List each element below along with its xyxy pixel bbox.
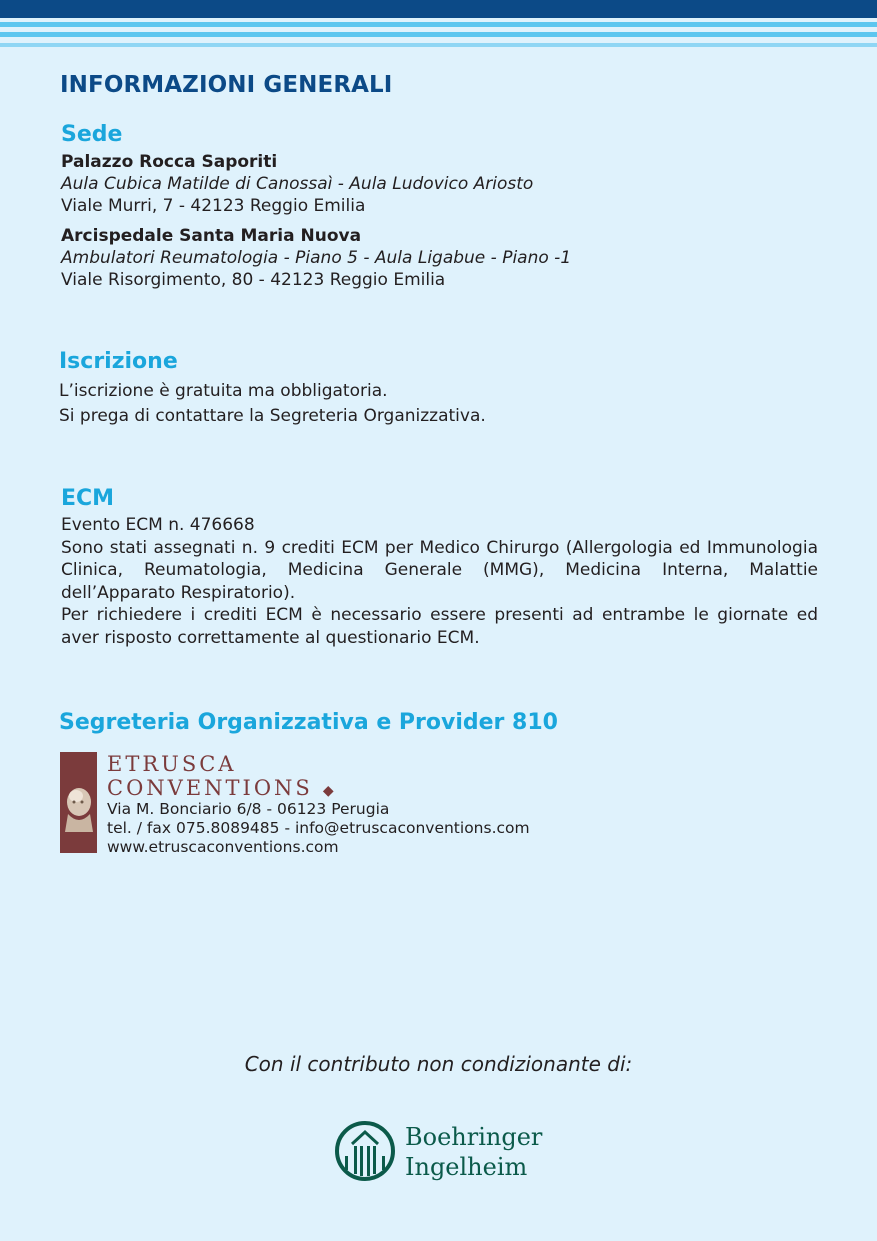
ecm-credits: Sono stati assegnati n. 9 crediti ECM per Medico Chirurgo (Allergologia ed Immunologia Clinica, Reumatologia, Medicina Generale (MMG), Medicina Interna, Malattie dell’Apparato Respiratorio). [61,537,818,603]
venue-1-address: Viale Murri, 7 - 42123 Reggio Emilia [61,196,366,216]
segreteria-contact [107,800,530,857]
etrusca-statue-icon [60,752,97,853]
page-title: INFORMAZIONI GENERALI [60,72,393,98]
stripe-light-3 [0,43,877,47]
ecm-heading: ECM [61,486,115,511]
etrusca-logo-image [60,752,97,853]
boehringer-ingelheim-icon [334,1120,396,1182]
sede-venue-2 [61,225,571,291]
segreteria-website: www.etruscaconventions.com [107,838,339,856]
sede-heading: Sede [61,122,123,147]
iscrizione-heading: Iscrizione [59,349,178,374]
venue-1-rooms: Aula Cubica Matilde di Canossaì - Aula Ludovico Ariosto [61,174,534,194]
ecm-event: Evento ECM n. 476668 [61,515,255,535]
bi-name-line-2: Ingelheim [405,1153,528,1181]
etrusca-logo-line-1: ETRUSCA [107,752,237,776]
sponsor-label: Con il contributo non condizionante di: [244,1052,633,1076]
ecm-requirements: Per richiedere i crediti ECM è necessario essere presenti ad entrambe le giornate ed aver risposto correttamente al questionario ECM. [61,605,818,648]
iscrizione-line-1: L’iscrizione è gratuita ma obbligatoria. [59,381,388,401]
stripe-light-1 [0,22,877,27]
iscrizione-body [59,379,486,429]
ecm-body [61,514,818,649]
venue-1-name: Palazzo Rocca Saporiti [61,152,278,172]
segreteria-address: Via M. Bonciario 6/8 - 06123 Perugia [107,800,390,818]
sede-venue-1 [61,151,533,217]
venue-2-name: Arcispedale Santa Maria Nuova [61,226,362,246]
venue-2-rooms: Ambulatori Reumatologia - Piano 5 - Aula Ligabue - Piano -1 [61,248,572,268]
bi-name-line-1: Boehringer [405,1123,543,1151]
header-stripes [0,0,877,56]
venue-2-address: Viale Risorgimento, 80 - 42123 Reggio Emilia [61,270,446,290]
etrusca-logo-line-2 [107,776,337,800]
segreteria-heading: Segreteria Organizzativa e Provider 810 [59,710,558,735]
boehringer-ingelheim-name [405,1122,542,1182]
segreteria-phone-email: tel. / fax 075.8089485 - info@etruscaconventions.com [107,819,530,837]
stripe-dark [0,0,877,18]
etrusca-logo-line-2-text: CONVENTIONS [107,776,313,800]
stripe-light-2 [0,32,877,37]
iscrizione-line-2: Si prega di contattare la Segreteria Organizzativa. [59,406,486,426]
diamond-icon: ◆ [322,783,337,799]
